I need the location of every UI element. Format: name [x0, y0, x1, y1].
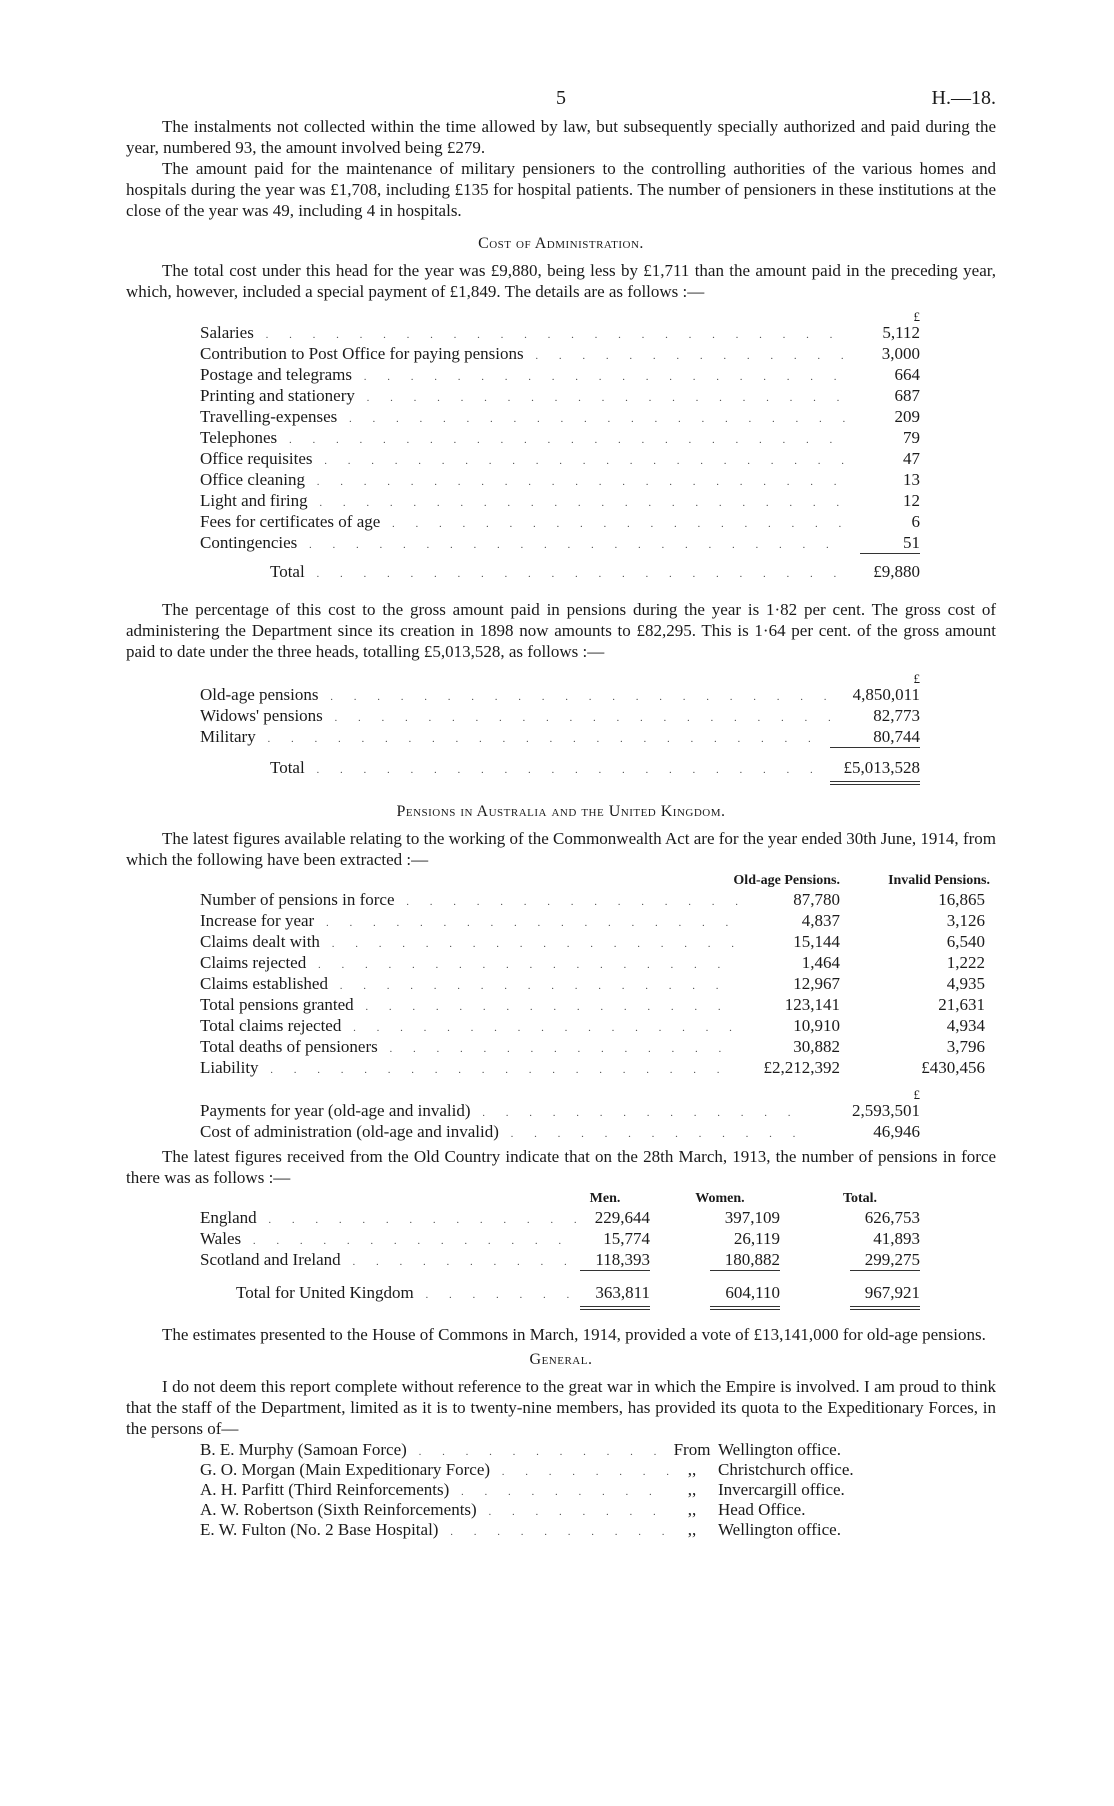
staff-row	[200, 1439, 930, 1459]
old-age-value: 4,837	[801, 911, 840, 930]
cost-admin-table	[200, 306, 920, 587]
unit-label: £	[913, 309, 920, 324]
uk-row-label: England . . .	[200, 1207, 580, 1231]
invalid-value: 3,126	[946, 911, 985, 930]
col-old-age: Old-age Pensions.	[733, 873, 840, 888]
cost-item-label: Contingencies . . .	[200, 532, 850, 556]
staff-name: G. O. Morgan (Main Expeditionary Force) . . .	[200, 1459, 670, 1483]
commonwealth-paragraph: The latest figures available relating to the working of the Commonwealth Act are for the year ended 30th June, 1914, from which the following have been extracted :—	[126, 829, 996, 869]
cost-item-label: Travelling-expenses . . .	[200, 406, 850, 430]
uk-row-label: Wales . . .	[200, 1228, 580, 1252]
old-age-value: 10,910	[793, 1016, 840, 1035]
cost-item-value: 51	[903, 533, 920, 552]
gross-item-label: Military . . .	[200, 726, 830, 750]
cost-item-value: 5,112	[882, 323, 920, 342]
uk-row	[200, 1207, 930, 1228]
commonwealth-row-label: Total pensions granted . . .	[200, 994, 740, 1018]
col-men: Men.	[589, 1191, 621, 1206]
payment-row	[200, 1100, 990, 1121]
staff-row	[200, 1499, 930, 1519]
uk-men-value: 15,774	[603, 1229, 650, 1248]
payment-row	[200, 1121, 990, 1142]
commonwealth-row	[200, 931, 990, 952]
cost-item-value: 79	[903, 428, 920, 447]
invalid-value: 4,935	[946, 974, 985, 993]
old-age-value: 1,464	[801, 953, 840, 972]
cost-total-row	[200, 561, 920, 587]
gross-item-row	[200, 684, 920, 705]
payment-value: 2,593,501	[852, 1101, 920, 1120]
uk-total-label: Total for United Kingdom . . .	[200, 1282, 580, 1306]
cost-item-label: Fees for certificates of age . . .	[200, 511, 850, 535]
uk-total-value: 41,893	[873, 1229, 920, 1248]
total-label: Total . . .	[200, 561, 850, 585]
commonwealth-row	[200, 1057, 990, 1078]
military-pensioners-paragraph: The amount paid for the maintenance of military pensioners to the controlling authorities of the various homes and hospitals during the year was £1,708, including £135 for hospital patients. The number of pensioners in these institutions at the close of the year was 49, including 4 in hospitals.	[126, 159, 996, 220]
cost-item-row	[200, 406, 920, 427]
staff-ditto: From	[673, 1440, 711, 1459]
cost-item-value: 6	[911, 512, 920, 531]
cost-admin-heading: Cost of Administration.	[478, 235, 644, 252]
old-age-value: £2,212,392	[763, 1058, 840, 1077]
invalid-value: 1,222	[946, 953, 985, 972]
commonwealth-row	[200, 994, 990, 1015]
commonwealth-row	[200, 1015, 990, 1036]
page-number: 5	[556, 87, 566, 109]
staff-name: B. E. Murphy (Samoan Force) . . .	[200, 1439, 670, 1463]
cost-item-label: Postage and telegrams . . .	[200, 364, 850, 388]
cost-item-label: Printing and stationery . . .	[200, 385, 850, 409]
invalid-value: 16,865	[938, 890, 985, 909]
cost-item-row	[200, 427, 920, 448]
cost-item-row	[200, 469, 920, 490]
cost-item-label: Contribution to Post Office for paying pensions . . .	[200, 343, 850, 367]
percentage-paragraph: The percentage of this cost to the gross amount paid in pensions during the year is 1·82 per cent. The gross cost of administering the Department since its creation in 1898 now amounts to £82,295. This is 1·64 per cent. of the gross amount paid to date under the three heads, totalling £5,013,528, as follows :—	[126, 600, 996, 661]
commonwealth-row-label: Total claims rejected . . .	[200, 1015, 740, 1039]
staff-name: A. H. Parfitt (Third Reinforcements) . . .	[200, 1479, 670, 1503]
uk-row	[200, 1249, 930, 1270]
commonwealth-row	[200, 889, 990, 910]
commonwealth-row	[200, 952, 990, 973]
uk-total-row	[200, 1282, 930, 1306]
uk-total-value: 626,753	[864, 1208, 920, 1227]
cost-item-value: 47	[903, 449, 920, 468]
commonwealth-row-label: Liability . . .	[200, 1057, 740, 1081]
staff-office: Head Office.	[718, 1500, 806, 1519]
staff-office: Wellington office.	[718, 1520, 841, 1539]
uk-women-value: 397,109	[724, 1208, 780, 1227]
uk-total-total: 967,921	[864, 1283, 920, 1302]
old-age-value: 15,144	[793, 932, 840, 951]
payment-label: Cost of administration (old-age and invalid) . . .	[200, 1121, 810, 1145]
gross-item-value: 4,850,011	[852, 685, 920, 704]
unit-label: £	[913, 671, 920, 686]
commonwealth-row-label: Increase for year . . .	[200, 910, 740, 934]
cost-item-value: 664	[894, 365, 920, 384]
commonwealth-row-label: Claims dealt with . . .	[200, 931, 740, 955]
cost-item-row	[200, 511, 920, 532]
cost-item-label: Office requisites . . .	[200, 448, 850, 472]
document-page	[126, 88, 996, 1539]
document-reference: H.—18.	[931, 87, 996, 109]
general-paragraph: I do not deem this report complete without reference to the great war in which the Empire is involved. I am proud to think that the staff of the Department, limited as it is to twenty-nine members, has provided its quota to the Expeditionary Forces, in the persons of—	[126, 1377, 996, 1438]
uk-table	[200, 1188, 930, 1312]
gross-total-row	[200, 757, 920, 781]
invalid-value: 21,631	[938, 995, 985, 1014]
uk-row-label: Scotland and Ireland . . .	[200, 1249, 580, 1273]
unit-label: £	[913, 1087, 920, 1102]
australia-uk-heading: Pensions in Australia and the United Kingdom.	[396, 803, 726, 820]
invalid-value: 6,540	[946, 932, 985, 951]
commonwealth-row-label: Number of pensions in force . . .	[200, 889, 740, 913]
staff-row	[200, 1479, 930, 1499]
total-label: Total . . .	[200, 757, 830, 781]
cost-item-row	[200, 490, 920, 511]
cost-item-label: Light and firing . . .	[200, 490, 850, 514]
uk-women-value: 180,882	[724, 1250, 780, 1269]
general-heading: General.	[529, 1351, 593, 1368]
invalid-value: £430,456	[921, 1058, 985, 1077]
uk-men-value: 229,644	[594, 1208, 650, 1227]
instalments-paragraph: The instalments not collected within the time allowed by law, but subsequently specially authorized and paid during the year, numbered 93, the amount involved being £279.	[126, 117, 996, 157]
cost-item-label: Office cleaning . . .	[200, 469, 850, 493]
gross-item-label: Old-age pensions . . .	[200, 684, 830, 708]
staff-ditto: ,,	[687, 1500, 697, 1519]
col-total: Total.	[842, 1191, 878, 1206]
payment-label: Payments for year (old-age and invalid) . . .	[200, 1100, 810, 1124]
commonwealth-row-label: Claims established . . .	[200, 973, 740, 997]
gross-item-row	[200, 726, 920, 747]
gross-item-row	[200, 705, 920, 726]
old-age-value: 123,141	[784, 995, 840, 1014]
commonwealth-row	[200, 973, 990, 994]
uk-row	[200, 1228, 930, 1249]
payment-value: 46,946	[873, 1122, 920, 1141]
gross-heads-table	[200, 668, 920, 787]
commonwealth-table	[200, 870, 990, 1142]
old-age-value: 87,780	[793, 890, 840, 909]
staff-office: Invercargill office.	[718, 1480, 845, 1499]
cost-item-value: 209	[894, 407, 920, 426]
staff-name: A. W. Robertson (Sixth Reinforcements) . . .	[200, 1499, 670, 1523]
old-age-value: 12,967	[793, 974, 840, 993]
staff-ditto: ,,	[687, 1480, 697, 1499]
total-value: £5,013,528	[843, 758, 920, 777]
commonwealth-row-label: Total deaths of pensioners . . .	[200, 1036, 740, 1060]
cost-item-row	[200, 448, 920, 469]
gross-item-value: 80,744	[873, 727, 920, 746]
staff-row	[200, 1459, 930, 1479]
staff-row	[200, 1519, 930, 1539]
uk-total-women: 604,110	[725, 1283, 780, 1302]
cost-item-row	[200, 364, 920, 385]
cost-item-value: 3,000	[881, 344, 920, 363]
col-women: Women.	[695, 1191, 745, 1206]
cost-item-value: 12	[903, 491, 920, 510]
uk-total-men: 363,811	[595, 1283, 650, 1302]
page-header	[126, 88, 996, 116]
gross-item-value: 82,773	[873, 706, 920, 725]
invalid-value: 4,934	[946, 1016, 985, 1035]
cost-item-label: Salaries . . .	[200, 322, 850, 346]
cost-item-value: 687	[894, 386, 920, 405]
commonwealth-row	[200, 910, 990, 931]
commonwealth-row	[200, 1036, 990, 1057]
commonwealth-row-label: Claims rejected . . .	[200, 952, 740, 976]
cost-item-row	[200, 343, 920, 364]
staff-ditto: ,,	[687, 1460, 697, 1479]
uk-total-value: 299,275	[864, 1250, 920, 1269]
total-value: £9,880	[873, 562, 920, 581]
cost-item-row	[200, 385, 920, 406]
staff-office: Christchurch office.	[718, 1460, 854, 1479]
estimates-paragraph: The estimates presented to the House of Commons in March, 1914, provided a vote of £13,141,000 for old-age pensions.	[162, 1325, 986, 1344]
uk-women-value: 26,119	[733, 1229, 780, 1248]
cost-item-row	[200, 322, 920, 343]
staff-name: E. W. Fulton (No. 2 Base Hospital) . . .	[200, 1519, 670, 1543]
old-age-value: 30,882	[793, 1037, 840, 1056]
staff-list	[200, 1439, 930, 1539]
cost-admin-paragraph: The total cost under this head for the year was £9,880, being less by £1,711 than the amount paid in the preceding year, which, however, included a special payment of £1,849. The details are as follows :—	[126, 261, 996, 301]
uk-paragraph: The latest figures received from the Old Country indicate that on the 28th March, 1913, the number of pensions in force there was as follows :—	[126, 1147, 996, 1187]
col-invalid: Invalid Pensions.	[888, 873, 990, 888]
invalid-value: 3,796	[946, 1037, 985, 1056]
cost-item-value: 13	[903, 470, 920, 489]
staff-ditto: ,,	[687, 1520, 697, 1539]
uk-men-value: 118,393	[595, 1250, 650, 1269]
staff-office: Wellington office.	[718, 1440, 841, 1459]
cost-item-label: Telephones . . .	[200, 427, 850, 451]
cost-item-row	[200, 532, 920, 553]
gross-item-label: Widows' pensions . . .	[200, 705, 830, 729]
